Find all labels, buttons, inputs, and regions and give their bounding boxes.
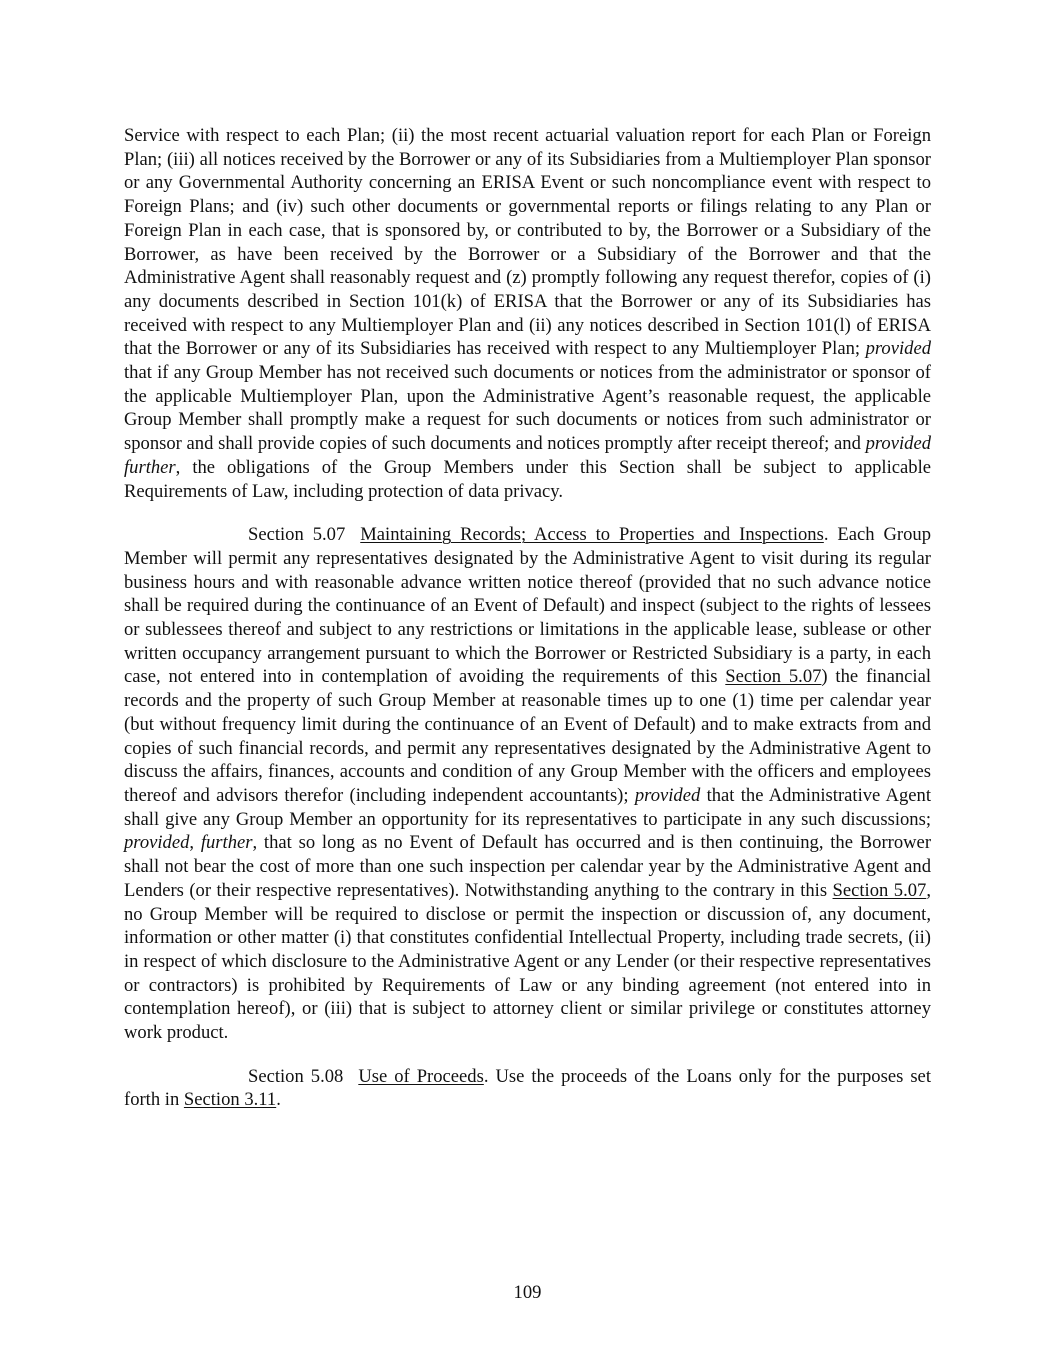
- italic-provided-further: provided further: [124, 433, 931, 478]
- paragraph-text: , no Group Member will be required to disclose or permit the inspection or discussion of, any document, information or other matter (i) that constitutes confidential Intellectual Property, including trade secrets, (ii) in respect of which disclosure to the Administrative Agent or any Lender (or their respective representatives or contractors) is prohibited by Requirements of Law or any binding agreement (not entered into in contemplation hereof), or (iii) that is subject to attorney client or similar privilege or constitutes attorney work product.: [124, 879, 931, 1044]
- paragraph-text: that the Administrative Agent shall give any Group Member an opportunity for its representatives to participate in any such discussions;: [124, 784, 932, 830]
- section-5-07: [124, 523, 931, 1044]
- italic-provided: provided: [124, 832, 190, 854]
- paragraph-text: . Use the proceeds of the Loans only for the purposes set forth in: [124, 1065, 931, 1111]
- paragraph-text: Service with respect to each Plan; (ii) the most recent actuarial valuation report for each Plan or Foreign Plan; (iii) all notices received by the Borrower or any of its Subsidiaries from a Multiemployer Plan sponsor or any Governmental Authority concerning an ERISA Event or such noncompliance event with respect to Foreign Plans; and (iv) such other documents or governmental reports or filings relating to any Plan or Foreign Plan in each case, that is sponsored by, or contributed to by, the Borrower or a Subsidiary of the Borrower, as have been received by the Borrower or a Subsidiary of the Borrower and that the Administrative Agent shall reasonably request and (z) promptly following any request therefor, copies of (i) any documents described in Section 101(k) of ERISA that the Borrower or any of its Subsidiaries has received with respect to any Multiemployer Plan and (ii) any notices described in Section 101(l) of ERISA that the Borrower or any of its Subsidiaries has received with respect to any Multiemployer Plan;: [124, 125, 931, 360]
- paragraph-text: , that so long as no Event of Default has occurred and is then continuing, the Borrower shall not bear the cost of more than one such inspection per calendar year by the Administrative Agent and Lenders (or their respective representatives). Notwithstanding anything to the contrary in this: [124, 832, 932, 901]
- section-title: Maintaining Records; Access to Properties and Inspections: [360, 524, 824, 546]
- section-number: Section 5.08: [248, 1065, 344, 1087]
- page-number: 109: [513, 1282, 542, 1303]
- paragraph-text: ) the financial records and the property of such Group Member at reasonable times up to one (1) time per calendar year (but without frequency limit during the continuance of an Event of Default) and to make extracts from and copies of such financial records, and permit any representatives designated by the Administrative Agent to discuss the affairs, finances, accounts and condition of any Group Member with the officers and employees thereof and advisors therefor (including independent accountants);: [124, 666, 931, 806]
- section-number: Section 5.07: [248, 524, 346, 546]
- paragraph-text: that if any Group Member has not received such documents or notices from the administrator or sponsor of the applicable Multiemployer Plan, upon the Administrative Agent’s reasonable request, the applicable Group Member shall promptly make a request for such documents or notices from such administrator or sponsor and shall provide copies of such documents and notices promptly after receipt thereof; and: [124, 362, 931, 455]
- paragraph-text: .: [276, 1089, 281, 1111]
- paragraph-text: . Each Group Member will permit any representatives designated by the Administrative Agent to visit during its regular business hours and with reasonable advance written notice thereof (provided that no such advance notice shall be required during the continuance of an Event of Default) and inspect (subject to the rights of lessees or sublessees thereof and subject to any restrictions or limitations in the applicable lease, sublease or other written occupancy arrangement pursuant to which the Borrower or Restricted Subsidiary is a party, in each case, not entered into in contemplation of avoiding the requirements of this: [124, 524, 931, 688]
- paragraph-continuation: [124, 124, 931, 503]
- section-reference: Section 5.07: [832, 879, 927, 901]
- italic-further: further: [200, 832, 253, 854]
- italic-provided: provided: [865, 338, 931, 360]
- paragraph-text: , the obligations of the Group Members under this Section shall be subject to applicable Requirements of Law, including protection of data privacy.: [124, 456, 931, 502]
- section-title: Use of Proceeds: [358, 1065, 484, 1087]
- paragraph-text: ,: [189, 832, 201, 854]
- document-page: [124, 124, 931, 1132]
- section-5-08: [124, 1065, 931, 1112]
- section-reference: Section 3.11: [183, 1089, 277, 1111]
- section-reference: Section 5.07: [725, 666, 822, 688]
- italic-provided: provided: [634, 784, 701, 806]
